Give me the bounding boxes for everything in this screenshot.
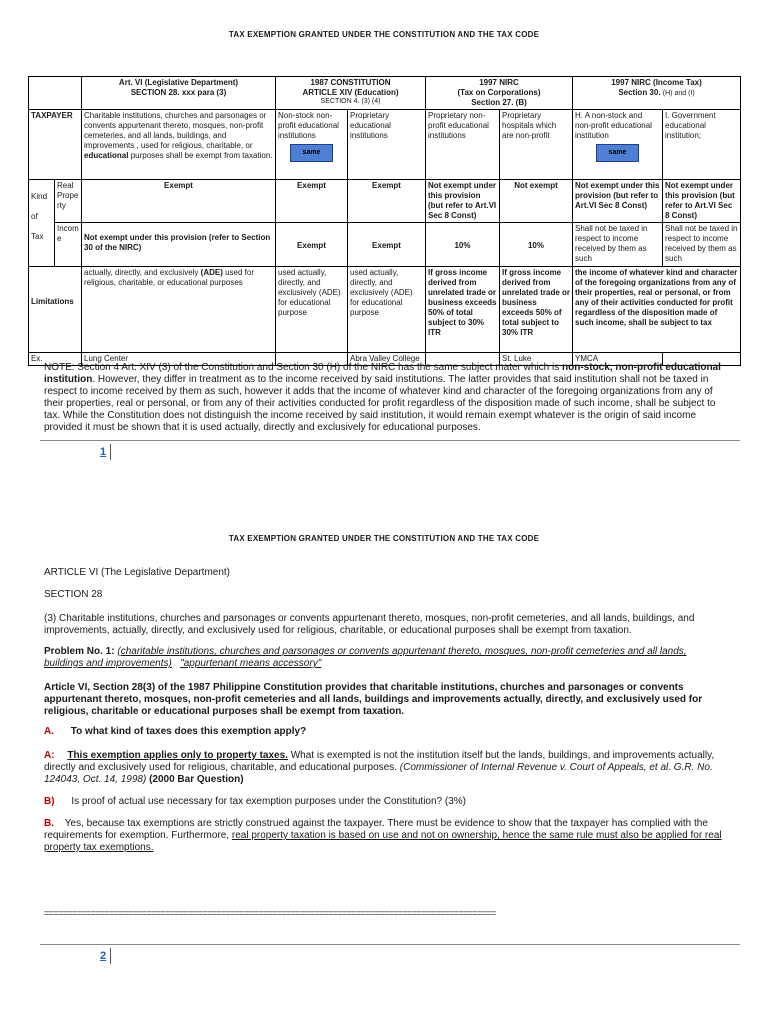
- answer-b-underlined: real property taxation is based on use and not on ownership, hence the same rule must also be applied for real property tax exemptions.: [44, 830, 722, 853]
- header-nirc27-line1: 1997 NIRC: [479, 78, 519, 87]
- taxpayer-27-a: Proprietary non-profit educational institutions: [426, 110, 500, 180]
- income-label: Income: [55, 223, 82, 267]
- page-number-2: 2: [100, 950, 107, 962]
- question-b: [44, 796, 724, 808]
- question-b-label: B): [44, 796, 55, 807]
- same-badge: same: [596, 144, 640, 162]
- taxpayer-27-b: Proprietary hospitals which are non-profit: [500, 110, 573, 180]
- header-art6-line2: SECTION 28. xxx para (3): [130, 88, 227, 97]
- page-number-1: 1: [100, 446, 107, 458]
- ex-art6: Lung Center: [82, 353, 276, 366]
- tax-exemption-table: [28, 76, 741, 366]
- lim-const-a: used actually, directly, and exclusively (ADE) for educational purpose: [276, 267, 348, 353]
- kind-of-tax-label: [29, 180, 55, 267]
- ex-27-b: St. Luke: [500, 353, 573, 366]
- answer-a-text: What is exempted is not the institution itself but the lands, buildings, and improvements actually, directly and exclusively used for religious, charitable, and educational purposes.: [44, 750, 715, 773]
- answer-a-label: A:: [44, 750, 55, 761]
- table-header-row: [29, 77, 741, 110]
- taxpayer-art6-text: Charitable institutions, churches and parsonages or convents appurtenant thereto, mosques, non-profit cemeteries, and all lands, buildings, and improvements , used for religious, charitable, or: [84, 111, 267, 150]
- same-badge: same: [290, 144, 334, 162]
- para-3: (3) Charitable institutions, churches and parsonages or convents appurtenant thereto, mosques, non-profit cemeteries, and all lands, buildings, and improvements, actually, directly, and exclusively used for religious, charitable, or educational purposes shall be exempt from taxation.: [44, 613, 695, 636]
- header-nirc27: [426, 77, 573, 110]
- answer-b: [44, 818, 724, 854]
- taxpayer-art6-tail: purposes shall be exempt from taxation.: [130, 151, 273, 160]
- question-a: [44, 726, 724, 738]
- header-art6-line1: Art. VI (Legislative Department): [118, 78, 239, 87]
- example-label: Ex.: [29, 353, 82, 366]
- taxpayer-30-h: [573, 110, 663, 180]
- kind-label-3: Tax: [31, 232, 44, 241]
- income-row: [29, 223, 741, 267]
- rp-art6: Exempt: [82, 180, 276, 223]
- problem-paragraph: [44, 646, 724, 670]
- rp-27-b: Not exempt: [500, 180, 573, 223]
- header-nirc30-line1: 1997 NIRC (Income Tax): [611, 78, 702, 87]
- taxpayer-const-b: Proprietary educational institutions: [348, 110, 426, 180]
- page-divider-2: [40, 944, 740, 945]
- lim-art6-pre: actually, directly, and exclusively: [84, 268, 199, 277]
- rp-const-b: Exempt: [348, 180, 426, 223]
- header-nirc27-line2: (Tax on Corporations): [457, 88, 541, 97]
- section-heading: SECTION 28: [44, 589, 103, 600]
- question-b-text: Is proof of actual use necessary for tax exemption purposes under the Constitution? (3%): [71, 796, 467, 807]
- question-a-text: To what kind of taxes does this exemption apply?: [70, 726, 307, 737]
- answer-b-label: B.: [44, 818, 54, 829]
- taxpayer-30-i: I. Government educational institution;: [663, 110, 741, 180]
- taxpayer-art6-bold: educational: [84, 151, 129, 160]
- answer-a-underlined: This exemption applies only to property taxes.: [67, 750, 288, 761]
- inc-30-i: Shall not be taxed in respect to income received by them as such: [663, 223, 741, 267]
- inc-art6: Not exempt under this provision (refer to Section 30 of the NIRC): [82, 223, 276, 267]
- problem-text: (charitable institutions, churches and parsonages or convents appurtenant thereto, mosques, non-profit cemeteries and all lands, buildings and improvements): [44, 646, 687, 669]
- note-paragraph: [44, 362, 724, 434]
- article-heading: ARTICLE VI (The Legislative Department): [44, 567, 231, 578]
- bold-paragraph: Article VI, Section 28(3) of the 1987 Philippine Constitution provides that charitable institutions, churches and parsonages or convents appurtenant thereto, mosques, non-profit cemeteries and all lands, buildings and improvements actually, directly, and exclusively used for religious, charitable or educational purposes shall be exempt from taxation.: [44, 682, 703, 717]
- answer-a-citation: (Commissioner of Internal Revenue v. Court of Appeals, et al. G.R. No. 124043, Oct. 14, 1998): [44, 762, 713, 785]
- taxpayer-row: [29, 110, 741, 180]
- kind-label-1: Kind: [31, 192, 48, 201]
- rp-const-a: Exempt: [276, 180, 348, 223]
- lim-27-b: If gross income derived from unrelated trade or business exceeds 50% of total subject to 30% ITR: [500, 267, 573, 353]
- lim-art6-post: used for religious, charitable, or educational purposes: [84, 268, 255, 287]
- header-art6: [82, 77, 276, 110]
- limitations-row: [29, 267, 741, 353]
- limitations-label: Limitations: [29, 267, 82, 353]
- note-post: . However, they differ in treatment as to the income received by said institutions. The latter provides that said institution shall not be taxed in respect to income received by them as such, however it adds that the income of whatever kind and character of the foregoing organizations from any of their properties, real or personal, or from any of their activities conducted for profit regardless of the disposition made of such income, shall be subject to tax. While the Constitution does not distinguish the income received by said institution, it would remain exempt whatever is the origin of said income provided it must be shown that it is used actually, directly and exclusively for educational purposes.: [44, 374, 716, 433]
- inc-const-b: Exempt: [348, 223, 426, 267]
- lim-30: the income of whatever kind and character of the foregoing organizations from any of their properties, real or personal, or from any of their activities conducted for profit regardless of the disposition made of such income, shall be subject to tax: [573, 267, 741, 353]
- taxpayer-30-h-text: H. A non-stock and non-profit educational institution: [575, 111, 652, 140]
- page-number-bar: [110, 444, 111, 460]
- header-nirc30-line2: Section 30.: [618, 88, 661, 97]
- lim-const-b: used actually, directly, and exclusively (ADE) for educational purpose: [348, 267, 426, 353]
- problem-label: Problem No. 1:: [44, 646, 115, 657]
- lim-art6-bold: (ADE): [200, 268, 223, 277]
- real-property-label: Real Property: [55, 180, 82, 223]
- header-const-line2: ARTICLE XIV (Education): [302, 88, 399, 97]
- header-const-line1: 1987 CONSTITUTION: [310, 78, 391, 87]
- inc-const-a: Exempt: [276, 223, 348, 267]
- rp-27-a: Not exempt under this provision (but refer to Art.VI Sec 8 Const): [426, 180, 500, 223]
- page-divider: [40, 440, 740, 441]
- ex-const-b: Abra Valley College: [348, 353, 426, 366]
- equals-divider: =================================================================================================: [44, 908, 496, 918]
- answer-b-text: Yes, because tax exemptions are strictly construed against the taxpayer. There must be evidence to show that the taxpayer has complied with the requirements for exemption. Furthermore,: [44, 818, 708, 841]
- ex-30-h: YMCA: [573, 353, 663, 366]
- header-constitution: [276, 77, 426, 110]
- page2-title: TAX EXEMPTION GRANTED UNDER THE CONSTITUTION AND THE TAX CODE: [228, 534, 540, 543]
- inc-27-a: 10%: [426, 223, 500, 267]
- inc-30-h: Shall not be taxed in respect to income received by them as such: [573, 223, 663, 267]
- real-property-row: [29, 180, 741, 223]
- page-title: TAX EXEMPTION GRANTED UNDER THE CONSTITUTION AND THE TAX CODE: [228, 30, 540, 39]
- lim-art6: [82, 267, 276, 353]
- problem-quote: "appurtenant means accessory": [180, 658, 322, 669]
- taxpayer-art6: [82, 110, 276, 180]
- lim-27-a: If gross income derived from unrelated trade or business exceeds 50% of total subject to 30% ITR: [426, 267, 500, 353]
- header-nirc27-line3: Section 27. (B): [471, 98, 527, 107]
- answer-a: [44, 750, 724, 786]
- header-blank-cell: [29, 77, 82, 110]
- page-number-bar-2: [110, 948, 111, 964]
- rp-30-i: Not exempt under this provision (but refer to Art.VI Sec 8 Const): [663, 180, 741, 223]
- inc-27-b: 10%: [500, 223, 573, 267]
- header-const-line3: SECTION 4. (3) (4): [320, 98, 381, 105]
- question-a-label: A.: [44, 726, 54, 737]
- answer-a-bar-question: (2000 Bar Question): [149, 774, 244, 785]
- rp-30-h: Not exempt under this provision (but refer to Art.VI Sec 8 Const): [573, 180, 663, 223]
- taxpayer-const-a: [276, 110, 348, 180]
- taxpayer-const-a-text: Non-stock non-profit educational institutions: [278, 111, 339, 140]
- note-bold: non-stock, non-profit educational institution: [44, 362, 721, 385]
- kind-label-2: of: [31, 212, 38, 221]
- taxpayer-label: TAXPAYER: [29, 110, 82, 180]
- header-nirc30: [573, 77, 741, 110]
- header-nirc30-line3: (H) and (I): [662, 90, 695, 97]
- note-pre: NOTE: Section 4 Art. XIV (3) of the Constitution and Section 30 (H) of the NIRC has the same subject mater which is: [44, 362, 560, 373]
